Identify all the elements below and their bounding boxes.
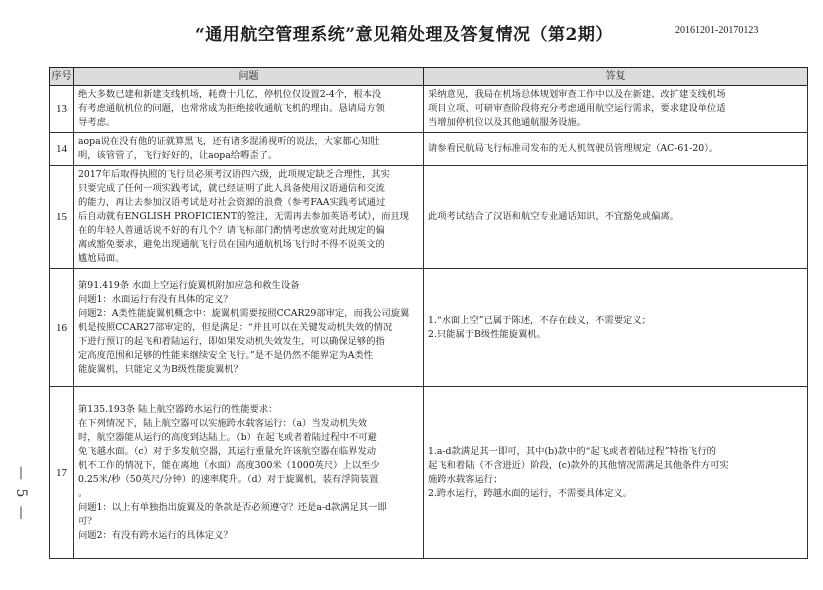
- row-answer: [424, 269, 808, 387]
- question-line: 问题1：水面运行有没有具体的定义？: [78, 293, 233, 305]
- answer-line: 请参看民航局飞行标准司发布的无人机驾驶员管理规定（AC-61-20）。: [428, 143, 719, 154]
- question-line: 的能力，再让去参加汉语考试是对社会资源的浪费（参考FAA实践考试通过: [78, 197, 386, 208]
- question-line: 。: [78, 487, 88, 499]
- question-line: 能旋翼机，只能定义为B级性能旋翼机？: [78, 363, 243, 375]
- question-line: 问题2：A类性能旋翼机概念中：旋翼机需要按照CCAR29部审定，而我公司旋翼: [78, 307, 410, 319]
- feedback-table: [49, 67, 808, 559]
- question-line: 0.25米/秒（50英尺/分钟）的速率爬升。（d）对于旋翼机，装有浮筒装置: [78, 473, 379, 485]
- question-line: 离或豁免要求，避免出现通航飞行员在国内通航机场飞行时不得不说英文的: [78, 239, 385, 250]
- question-line: 有考虑通航机位的问题，也常常成为拒绝接收通航飞机的理由。恳请局方领: [78, 103, 385, 114]
- answer-line: 项目立项、可研审查阶段将充分考虑通用航空运行需求，要求建设单位适: [428, 103, 726, 114]
- row-answer: [424, 166, 808, 269]
- answer-line: 施跨水载客运行；: [428, 473, 503, 485]
- row-answer: [424, 86, 808, 133]
- table-row: [50, 269, 808, 387]
- question-line: 可？: [78, 515, 97, 527]
- question-line: 尴尬局面。: [78, 253, 125, 264]
- table-row: [50, 133, 808, 166]
- column-header-answer: 答复: [424, 68, 808, 86]
- question-line: 在下列情况下，陆上航空器可以实施跨水载客运行：（a）当发动机失效: [78, 417, 368, 429]
- question-line: 第91.419条 水面上空运行旋翼机附加应急和救生设备: [78, 279, 300, 291]
- question-line: 导考虑。: [78, 117, 116, 128]
- date-range: 20161201-20170123: [675, 25, 759, 36]
- question-line: 第135.193条 陆上航空器跨水运行的性能要求：: [78, 403, 278, 415]
- question-line: 明，该管管了，飞行好好的，让aopa给嘚歪了。: [78, 150, 278, 161]
- answer-line: 当增加停机位以及其他通航服务设施。: [428, 117, 587, 128]
- row-answer: [424, 387, 808, 559]
- column-header-question: 问题: [74, 68, 424, 86]
- question-line: 下进行预订的起飞和着陆运行，即如果发动机失效发生，可以确保足够的指: [78, 335, 385, 347]
- row-seq-number: 15: [50, 166, 74, 269]
- page-number: — 5 —: [13, 466, 29, 522]
- question-line: aopa说在没有他的证就算黑飞，还有诸多混淆视听的说法，大家都心知肚: [78, 136, 380, 147]
- answer-line: 采纳意见，我局在机场总体规划审查工作中以及在新建、改扩建支线机场: [428, 89, 726, 100]
- row-question: [74, 133, 424, 166]
- row-question: [74, 269, 424, 387]
- row-question: [74, 387, 424, 559]
- row-seq-number: 17: [50, 387, 74, 559]
- row-seq-number: 16: [50, 269, 74, 387]
- answer-line: 1.a-d款满足其一即可，其中(b)款中的“起飞或者着陆过程”特指飞行的: [428, 445, 716, 457]
- question-line: 只要完成了任何一项实践考试，就已经证明了此人具备使用汉语通信和交流: [78, 183, 385, 194]
- row-answer: [424, 133, 808, 166]
- question-line: 2017年后取得执照的飞行员必须考汉语四六级，此项规定缺乏合理性，其实: [78, 169, 390, 180]
- table-row: [50, 387, 808, 559]
- answer-line: 此项考试结合了汉语和航空专业通话知识，不宜豁免或偏离。: [428, 211, 680, 222]
- answer-line: 2.只能属于B级性能旋翼机。: [428, 328, 546, 340]
- table-header-row: [50, 68, 808, 86]
- question-line: 定高度范围和足够的性能来继续安全飞行。”是不是仍然不能界定为A类性: [78, 349, 374, 361]
- question-line: 机不工作的情况下，能在离地（水面）高度300米（1000英尺）上以至少: [78, 459, 380, 471]
- row-question: [74, 166, 424, 269]
- question-line: 绝大多数已建和新建支线机场，耗费十几亿，停机位仅设置2-4个，根本没: [78, 89, 382, 100]
- row-seq-number: 14: [50, 133, 74, 166]
- document-title: “通用航空管理系统”意见箱处理及答复情况（第2期）: [195, 25, 613, 45]
- column-header-seq: 序号: [50, 68, 74, 86]
- table-row: [50, 86, 808, 133]
- row-question: [74, 86, 424, 133]
- question-line: 机是按照CCAR27部审定的，但是满足：“并且可以在关键发动机失效的情况: [78, 321, 393, 333]
- table-row: [50, 166, 808, 269]
- answer-line: 1.“水面上空”已属于陈述，不存在歧义，不需要定义；: [428, 314, 651, 326]
- question-line: 时，航空器能从运行的高度到达陆上。（b）在起飞或者着陆过程中不可避: [78, 431, 377, 443]
- question-line: 免飞越水面。（c）对于多发航空器，其运行重量允许该航空器在临界发动: [78, 445, 377, 457]
- question-line: 后自动就有ENGLISH PROFICIENT的签注，无需再去参加英语考试），而且现: [78, 211, 410, 222]
- answer-line: 2.跨水运行，跨越水面的运行，不需要具体定义。: [428, 487, 633, 499]
- row-seq-number: 13: [50, 86, 74, 133]
- answer-line: 起飞和着陆（不含进近）阶段，(c)款外的其他情况需满足其他条件方可实: [428, 459, 729, 471]
- question-line: 问题1：以上有单独指出旋翼及的条款是否必须遵守？还是a-d款满足其一即: [78, 501, 387, 513]
- question-line: 问题2：有没有跨水运行的具体定义？: [78, 529, 233, 541]
- question-line: 在的年轻人普通话说不好的有几个？请飞标部门酌情考虑放宽对此规定的偏: [78, 225, 385, 236]
